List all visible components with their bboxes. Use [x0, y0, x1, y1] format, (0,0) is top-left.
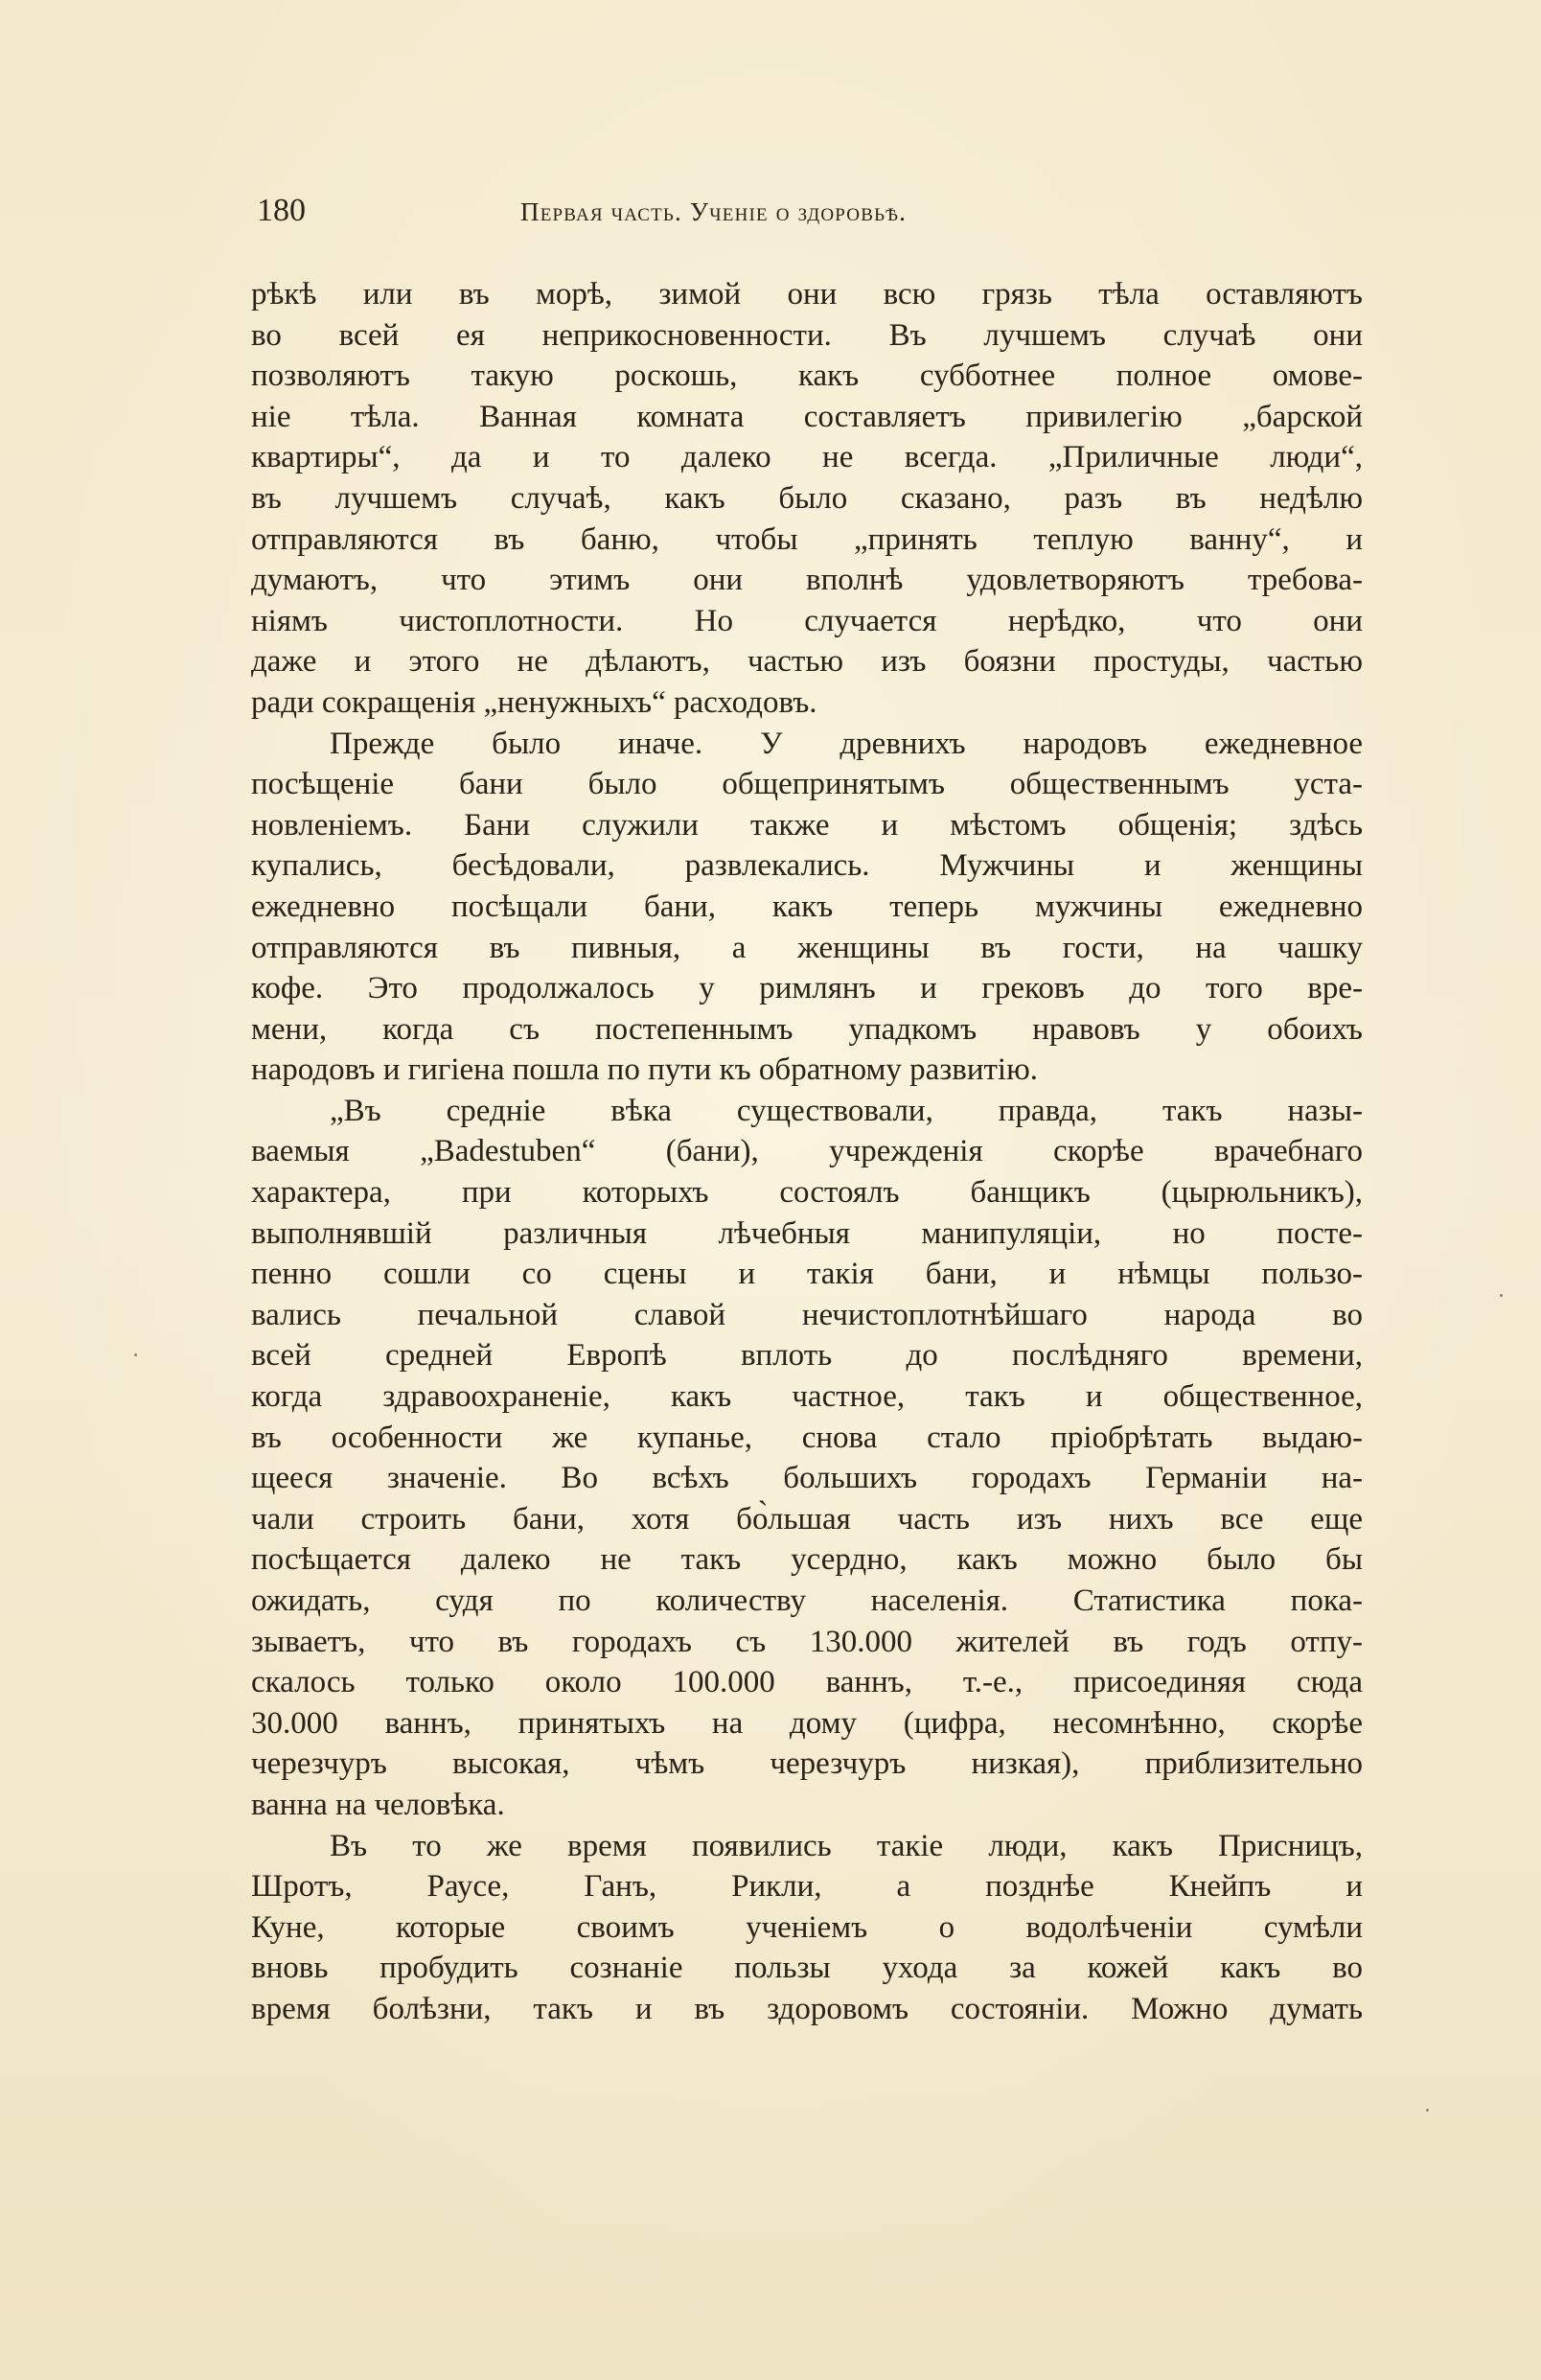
text-line: ежедневно посѣщали бани, какъ теперь мужчины ежедневно — [251, 889, 1363, 924]
page-header — [257, 192, 1368, 230]
paper-speck — [134, 1353, 137, 1356]
text-line: ради сокращенія „ненужныхъ“ расходовъ. — [251, 684, 817, 720]
text-line: черезчуръ высокая, чѣмъ черезчуръ низкая), приблизительно — [251, 1746, 1363, 1782]
text-line: во всей ея неприкосновенности. Въ лучшемъ случаѣ они — [251, 317, 1363, 353]
paper-speck — [1500, 1294, 1503, 1297]
text-line: Въ то же время появились такіе люди, какъ Присницъ, — [330, 1828, 1363, 1863]
text-line: отправляются въ пивныя, а женщины въ гости, на чашку — [251, 930, 1363, 965]
text-line: новленіемъ. Бани служили также и мѣстомъ общенія; здѣсь — [251, 807, 1363, 843]
text-line: чали строить бани, хотя бо̀льшая часть изъ нихъ все еще — [251, 1501, 1363, 1537]
running-head: Первая часть. Ученіе о здоровьѣ. — [520, 197, 908, 226]
text-line: рѣкѣ или въ морѣ, зимой они всю грязь тѣла оставляютъ — [251, 277, 1363, 312]
text-line: кофе. Это продолжалось у римлянъ и грековъ до того вре- — [251, 971, 1363, 1006]
text-line: пенно сошли со сцены и такія бани, и нѣмцы пользо- — [251, 1257, 1363, 1292]
text-line: посѣщеніе бани было общепринятымъ общественнымъ уста- — [251, 767, 1363, 802]
text-line: щееся значеніе. Во всѣхъ большихъ городахъ Германіи на- — [251, 1461, 1363, 1496]
text-line: характера, при которыхъ состоялъ банщикъ (цырюльникъ), — [251, 1175, 1363, 1211]
text-line: ваемыя „Badestuben“ (бани), учрежденія скорѣе врачебнаго — [251, 1134, 1363, 1169]
text-line: „Въ средніе вѣка существовали, правда, такъ назы- — [330, 1093, 1363, 1128]
text-line: думаютъ, что этимъ они вполнѣ удовлетворяютъ требова- — [251, 563, 1363, 598]
text-line: ожидать, судя по количеству населенія. Статистика пока- — [251, 1583, 1363, 1618]
page-number: 180 — [257, 193, 306, 228]
text-line: отправляются въ баню, чтобы „принять теплую ванну“, и — [251, 521, 1363, 557]
text-line: ванна на человѣка. — [251, 1787, 505, 1822]
body-text — [251, 274, 1363, 2030]
text-line: позволяютъ такую роскошь, какъ субботнее полное омове- — [251, 358, 1363, 394]
text-line: даже и этого не дѣлаютъ, частью изъ боязни простуды, частью — [251, 644, 1363, 680]
text-line: время болѣзни, такъ и въ здоровомъ состояніи. Можно думать — [251, 1991, 1363, 2026]
text-line: 30.000 ваннъ, принятыхъ на дому (цифра, несомнѣнно, скорѣе — [251, 1705, 1363, 1741]
text-line: ніе тѣла. Ванная комната составляетъ привилегію „барской — [251, 399, 1363, 434]
text-line: вновь пробудить сознаніе пользы ухода за кожей какъ во — [251, 1951, 1363, 1986]
text-line: купались, бесѣдовали, развлекались. Мужчины и женщины — [251, 848, 1363, 884]
text-line: Шротъ, Раусе, Ганъ, Рикли, а позднѣе Кнейпъ и — [251, 1869, 1363, 1905]
text-line: въ особенности же купанье, снова стало пріобрѣтать выдаю- — [251, 1420, 1363, 1455]
text-line: Куне, которые своимъ ученіемъ о водолѣченіи сумѣли — [251, 1909, 1363, 1945]
paper-speck — [1426, 2109, 1429, 2112]
text-line: Прежде было иначе. У древнихъ народовъ ежедневное — [330, 726, 1363, 761]
text-line: вались печальной славой нечистоплотнѣйшаго народа во — [251, 1297, 1363, 1332]
text-line: ніямъ чистоплотности. Но случается нерѣдко, что они — [251, 603, 1363, 638]
text-line: въ лучшемъ случаѣ, какъ было сказано, разъ въ недѣлю — [251, 480, 1363, 516]
text-line: народовъ и гигіена пошла по пути къ обратному развитію. — [251, 1052, 1039, 1088]
text-line: квартиры“, да и то далеко не всегда. „Приличные люди“, — [251, 440, 1363, 475]
text-line: выполнявшій различныя лѣчебныя манипуляціи, но посте- — [251, 1215, 1363, 1251]
text-line: всей средней Европѣ вплоть до послѣдняго времени, — [251, 1338, 1363, 1374]
text-line: скалось только около 100.000 ваннъ, т.-е., присоединяя сюда — [251, 1665, 1363, 1700]
text-line: когда здравоохраненіе, какъ частное, такъ и общественное, — [251, 1379, 1363, 1415]
text-line: посѣщается далеко не такъ усердно, какъ можно было бы — [251, 1542, 1363, 1578]
text-line: мени, когда съ постепеннымъ упадкомъ нравовъ у обоихъ — [251, 1011, 1363, 1047]
text-line: зываетъ, что въ городахъ съ 130.000 жителей въ годъ отпу- — [251, 1624, 1363, 1659]
